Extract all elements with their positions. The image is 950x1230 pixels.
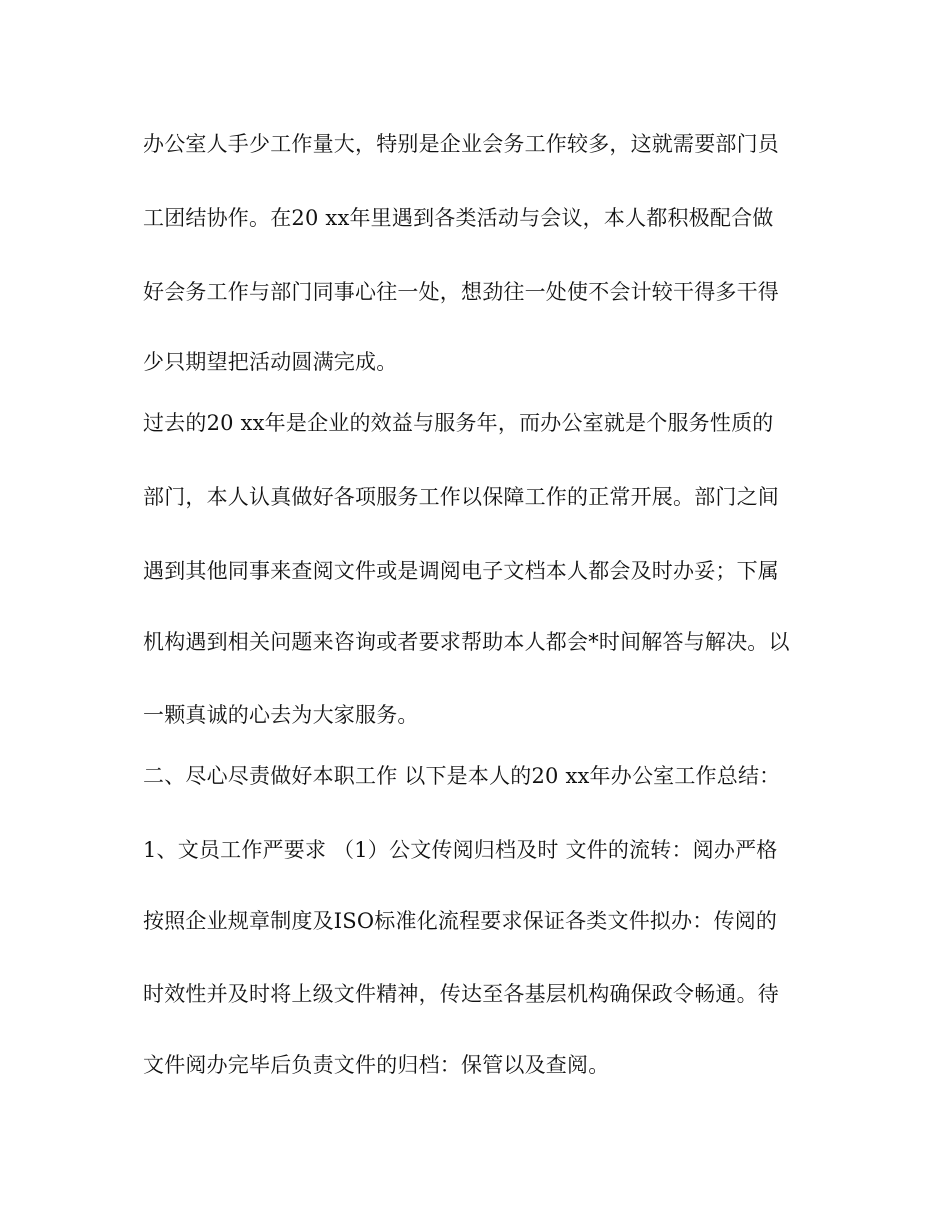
text-line: 机构遇到相关问题来咨询或者要求帮助本人都会*时间解答与解决。以 <box>143 630 790 654</box>
text-line: 工团结协作。在20 xx年里遇到各类活动与会议，本人都积极配合做 <box>143 206 774 230</box>
text-line: 二、尽心尽责做好本职工作 以下是本人的20 xx年办公室工作总结： <box>143 764 781 788</box>
text-line: 好会务工作与部门同事心往一处，想劲往一处使不会计较干得多干得 <box>143 280 779 304</box>
text-line: 文件阅办完毕后负责文件的归档：保管以及查阅。 <box>143 1053 610 1077</box>
text-line: 遇到其他同事来查阅文件或是调阅电子文档本人都会及时办妥；下属 <box>143 559 779 583</box>
text-line: 部门，本人认真做好各项服务工作以保障工作的正常开展。部门之间 <box>143 485 779 509</box>
text-line: 过去的20 xx年是企业的效益与服务年，而办公室就是个服务性质的 <box>143 411 774 435</box>
text-line: 时效性并及时将上级文件精神，传达至各基层机构确保政令畅通。待 <box>143 982 779 1006</box>
text-line: 办公室人手少工作量大，特别是企业会务工作较多，这就需要部门员 <box>143 132 779 156</box>
text-line: 一颗真诚的心去为大家服务。 <box>143 703 419 727</box>
text-line: 按照企业规章制度及ISO标准化流程要求保证各类文件拟办：传阅的 <box>143 909 778 933</box>
text-line: 1、文员工作严要求 （1）公文传阅归档及时 文件的流转：阅办严格 <box>143 838 778 862</box>
text-line: 少只期望把活动圆满完成。 <box>143 350 398 374</box>
